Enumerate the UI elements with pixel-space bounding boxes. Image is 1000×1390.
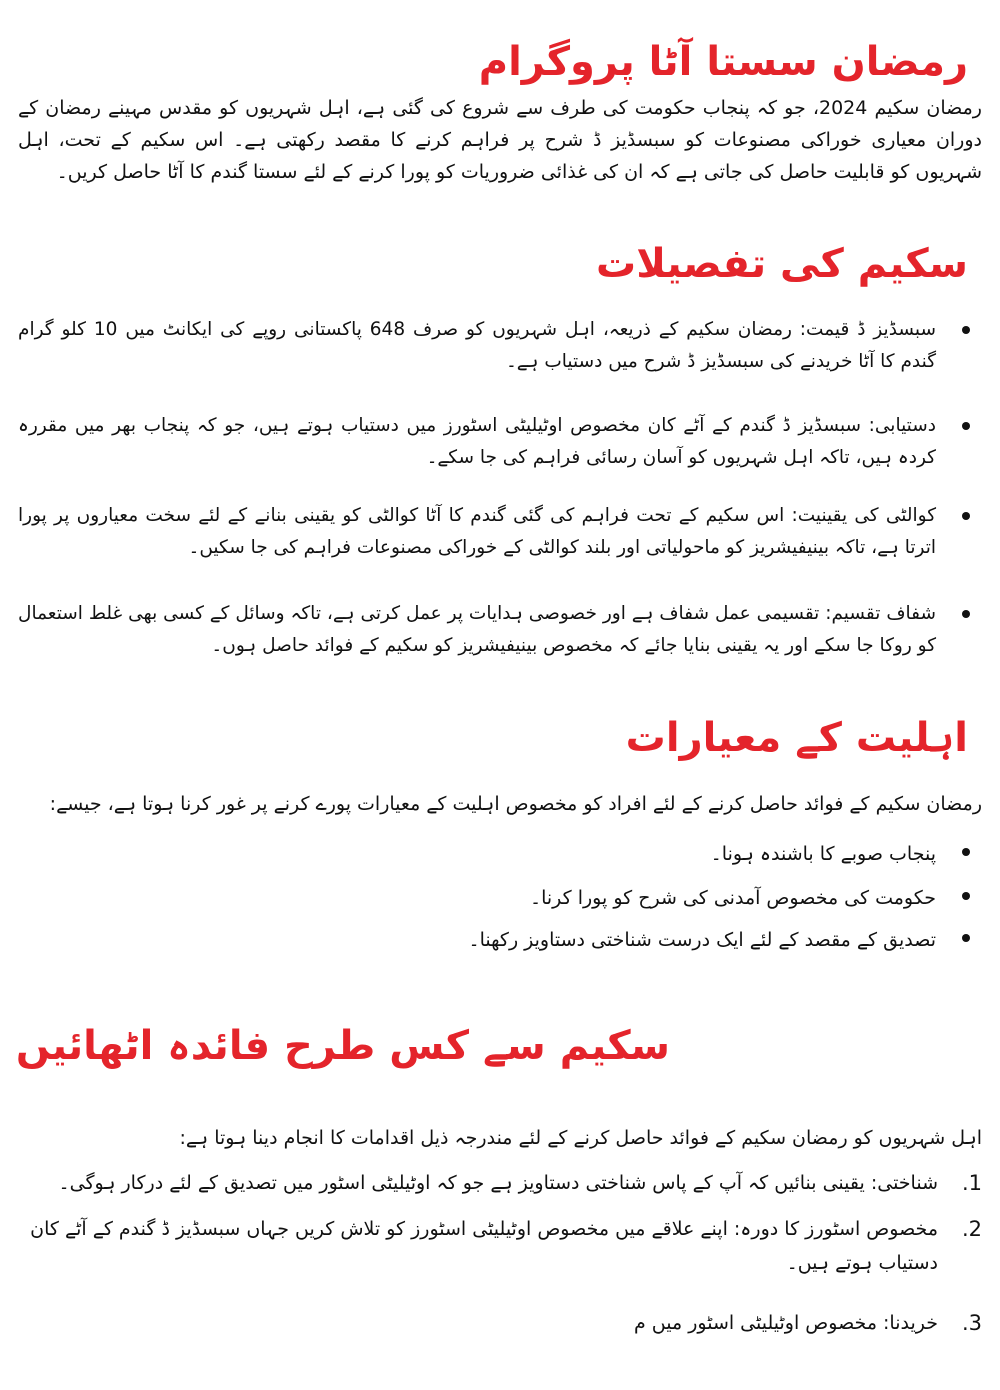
eligibility-item [468,922,982,958]
intro-paragraph: رمضان سکیم 2024، جو کہ پنجاب حکومت کی طرف سے شروع کی گئی ہے، اہل شہریوں کو مقدس مہینے رمضان کے دوران معیاری خوراکی مصنوعات کو سبسڈیز ڈ شرح پر فراہم کرنے کا مقصد رکھتی ہے۔ اس سکیم کے تحت، اہل شہریوں کو قابلیت حاصل کی جاتی ہے کہ ان کی غذائی ضروریات کو پورا کرنے کے لئے سستا گندم کا آٹا حاصل کریں۔ [18,97,982,183]
details-item-text: کوالٹی کی یقینیت: اس سکیم کے تحت فراہم کی گئی گندم کا آٹا کوالٹی کو یقینی بنانے کے لئے سخت معیاروں پر پورا اترتا ہے، تاکہ بینیفیشریز کو ماحولیاتی اور بلند کوالٹی کے خوراکی مصنوعات فراہم کی جا سکیں۔ [18,505,936,558]
benefit-step [18,1306,982,1340]
bullet-icon [962,892,970,900]
eligibility-item-text: پنجاب صوبے کا باشندہ ہونا۔ [710,843,936,865]
details-item [18,314,982,378]
step-number: 3. [961,1311,982,1335]
details-item-text: سبسڈیز ڈ قیمت: رمضان سکیم کے ذریعہ، اہل شہریوں کو صرف 648 پاکستانی روپے کی ایکانٹ میں 10 کلو گرام گندم کا آٹا خریدنے کی سبسڈیز ڈ شرح میں دستیاب ہے۔ [18,319,936,372]
benefit-intro: اہل شہریوں کو رمضان سکیم کے فوائد حاصل کرنے کے لئے مندرجہ ذیل اقدامات کا انجام دینا ہوتا ہے: [179,1127,982,1149]
benefit-step [18,1166,982,1200]
bullet-icon [962,934,970,942]
eligibility-item [530,880,982,916]
page-title: رمضان سستا آٹا پروگرام [478,39,968,85]
benefit-heading: سکیم سے کس طرح فائدہ اٹھائیں [15,1023,670,1069]
eligibility-intro: رمضان سکیم کے فوائد حاصل کرنے کے لئے افراد کو مخصوص اہلیت کے معیارات پورے کرنے پر غور کرنا ہوتا ہے، جیسے: [49,793,982,815]
details-item-text: شفاف تقسیم: تقسیمی عمل شفاف ہے اور خصوصی ہدایات پر عمل کرتی ہے، تاکہ وسائل کے کسی بھی غلط استعمال کو روکا جا سکے اور یہ یقینی بنایا جائے کہ مخصوص بینیفیشریز کو سکیم کے فوائد حاصل ہوں۔ [18,603,936,656]
details-item [18,410,982,474]
step-number: 2. [961,1217,982,1241]
eligibility-heading: اہلیت کے معیارات [625,715,968,761]
eligibility-item [711,836,982,872]
bullet-icon [962,326,970,334]
step-text: خریدنا: مخصوص اوٹیلیٹی اسٹور میں م [634,1312,938,1334]
benefit-step [18,1212,982,1280]
eligibility-item-text: تصدیق کے مقصد کے لئے ایک درست شناختی دستاویز رکھنا۔ [468,929,936,951]
step-number: 1. [961,1171,982,1195]
bullet-icon [962,610,970,618]
details-item-text: دستیابی: سبسڈیز ڈ گندم کے آٹے کان مخصوص اوٹیلیٹی اسٹورز میں دستیاب ہوتے ہیں، جو کہ پنجاب بھر میں مقررہ کردہ ہیں، تاکہ اہل شہریوں کو آسان رسائی فراہم کی جا سکے۔ [18,415,936,468]
details-heading: سکیم کی تفصیلات [596,241,968,287]
details-item [18,598,982,662]
bullet-icon [962,848,970,856]
bullet-icon [962,422,970,430]
details-item [18,500,982,564]
bullet-icon [962,512,970,520]
eligibility-item-text: حکومت کی مخصوص آمدنی کی شرح کو پورا کرنا۔ [529,887,936,909]
step-text: مخصوص اسٹورز کا دورہ: اپنے علاقے میں مخصوص اوٹیلیٹی اسٹورز کو تلاش کریں جہاں سبسڈیز ڈ گندم کے آٹے کان دستیاب ہوتے ہیں۔ [30,1218,938,1274]
step-text: شناختی: یقینی بنائیں کہ آپ کے پاس شناختی دستاویز ہے جو کہ اوٹیلیٹی اسٹور میں تصدیق کے لئے درکار ہوگی۔ [58,1172,938,1194]
